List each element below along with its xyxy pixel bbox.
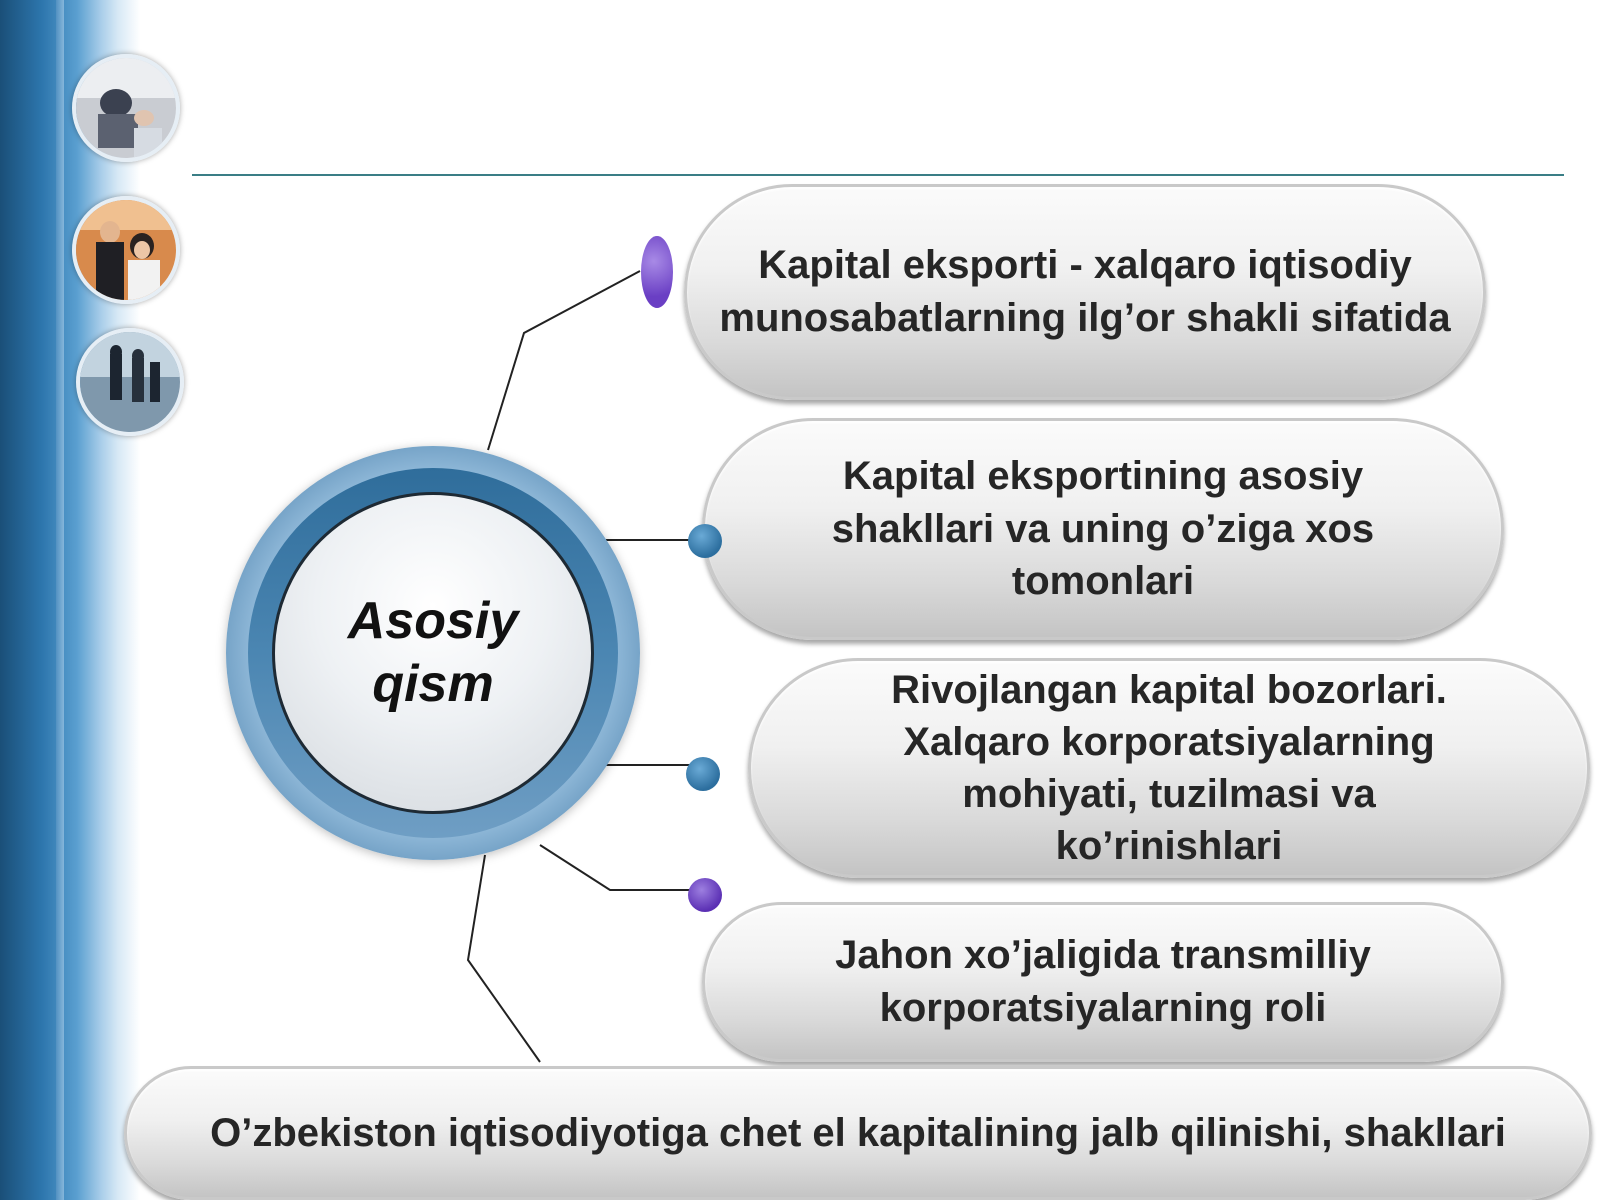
hub-center <box>272 492 594 814</box>
topic-text-1: Kapital eksporti - xalqaro iqtisodiy munosabatlarning ilg’or shakli sifatida <box>719 243 1451 340</box>
topic-text-4: Jahon xo’jaligida transmilliy korporatsiyalarning roli <box>835 933 1371 1030</box>
hub-label: Asosiy qism <box>347 591 519 713</box>
topic-text-3: Rivojlangan kapital bozorlari. Xalqaro korporatsiyalarning mohiyati, tuzilmasi va ko’rinishlari <box>891 668 1447 868</box>
connector-dot-3 <box>686 757 720 791</box>
connector-dot-2 <box>688 524 722 558</box>
topic-node-3 <box>748 658 1590 878</box>
topic-node-4 <box>702 902 1504 1062</box>
topic-node-1 <box>684 184 1486 400</box>
topic-node-2 <box>702 418 1504 640</box>
topic-text-5: O’zbekiston iqtisodiyotiga chet el kapitalining jalb qilinishi, shakllari <box>210 1110 1506 1155</box>
topic-node-5 <box>124 1066 1592 1200</box>
topic-text-2: Kapital eksportining asosiy shakllari va uning o’ziga xos tomonlari <box>831 453 1375 604</box>
connector-dot-1 <box>641 236 673 308</box>
connector-dot-4 <box>688 878 722 912</box>
